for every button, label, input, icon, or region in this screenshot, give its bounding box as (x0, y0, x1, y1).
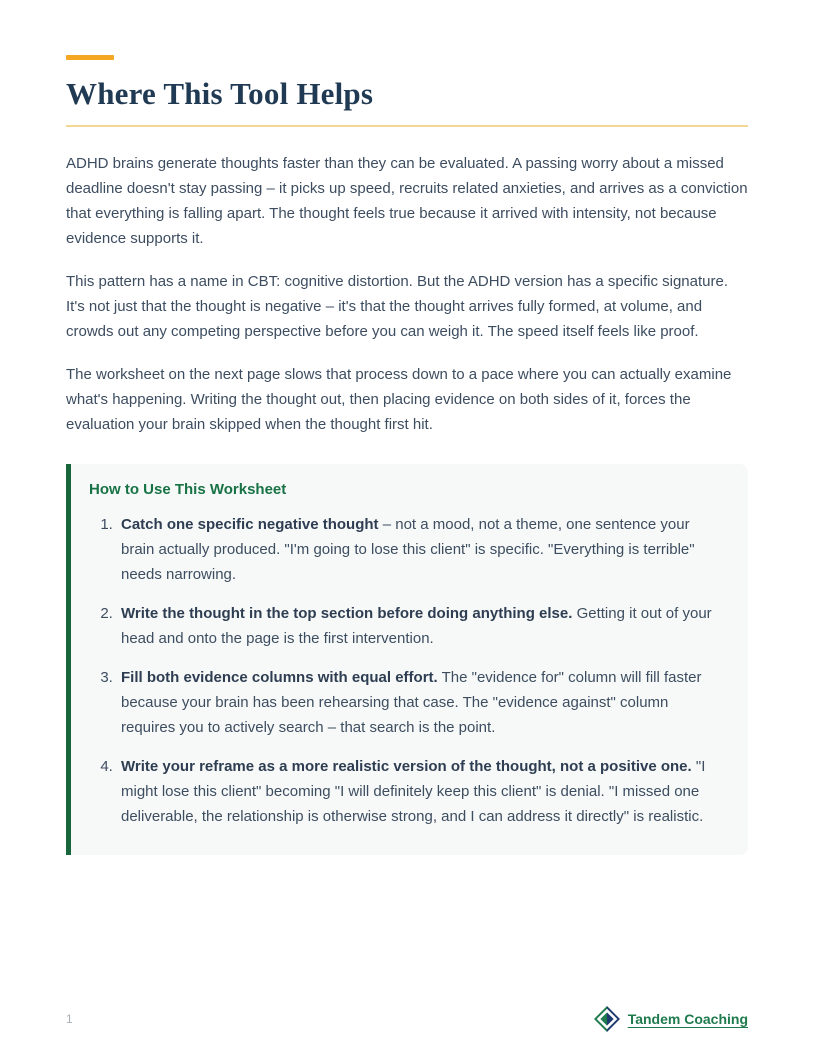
step-rest: The "evidence for" column will fill faster because your brain has been rehearsing that case. The "evidence against" column requires you to actively search – that search is the point. (121, 669, 702, 736)
list-item (117, 754, 720, 829)
paragraph-1: ADHD brains generate thoughts faster than they can be evaluated. A passing worry about a missed deadline doesn't stay passing – it picks up speed, recruits related anxieties, and arrives as a conviction that everything is falling apart. The thought feels true because it arrived with intensity, not because evidence supports it. (66, 155, 748, 247)
page-content (66, 55, 748, 855)
tandem-coaching-logo-icon (594, 1006, 620, 1032)
step-lead: Fill both evidence columns with equal effort. (121, 669, 438, 686)
list-item (117, 665, 720, 740)
body-copy (66, 151, 748, 437)
callout-title: How to Use This Worksheet (89, 481, 287, 498)
list-item (117, 512, 720, 587)
page-footer (66, 1006, 748, 1032)
brand-name: Tandem Coaching (627, 1011, 748, 1027)
how-to-use-callout (66, 464, 748, 855)
step-lead: Write the thought in the top section before doing anything else. (121, 605, 573, 622)
callout-steps-list (89, 512, 720, 829)
paragraph-2: This pattern has a name in CBT: cognitive distortion. But the ADHD version has a specific signature. It's not just that the thought is negative – it's that the thought arrives fully formed, at volume, and crowds out any competing perspective before you can weigh it. The speed itself feels like proof. (66, 273, 728, 340)
brand-link[interactable] (594, 1006, 748, 1032)
page-title: Where This Tool Helps (66, 76, 748, 127)
step-rest: Getting it out of your head and onto the page is the first intervention. (121, 605, 712, 647)
page-number: 1 (66, 1012, 73, 1026)
list-item (117, 601, 720, 651)
step-rest: – not a mood, not a theme, one sentence your brain actually produced. "I'm going to lose this client" is specific. "Everything is terrible" needs narrowing. (121, 516, 695, 583)
step-rest: "I might lose this client" becoming "I will definitely keep this client" is denial. "I missed one deliverable, the relationship is otherwise strong, and I can address it directly" is realistic. (121, 758, 706, 825)
step-lead: Write your reframe as a more realistic version of the thought, not a positive one. (121, 758, 692, 775)
paragraph-3: The worksheet on the next page slows that process down to a pace where you can actually examine what's happening. Writing the thought out, then placing evidence on both sides of it, forces the evaluation your brain skipped when the thought first hit. (66, 366, 732, 433)
step-lead: Catch one specific negative thought (121, 516, 379, 533)
accent-tick (66, 55, 114, 60)
